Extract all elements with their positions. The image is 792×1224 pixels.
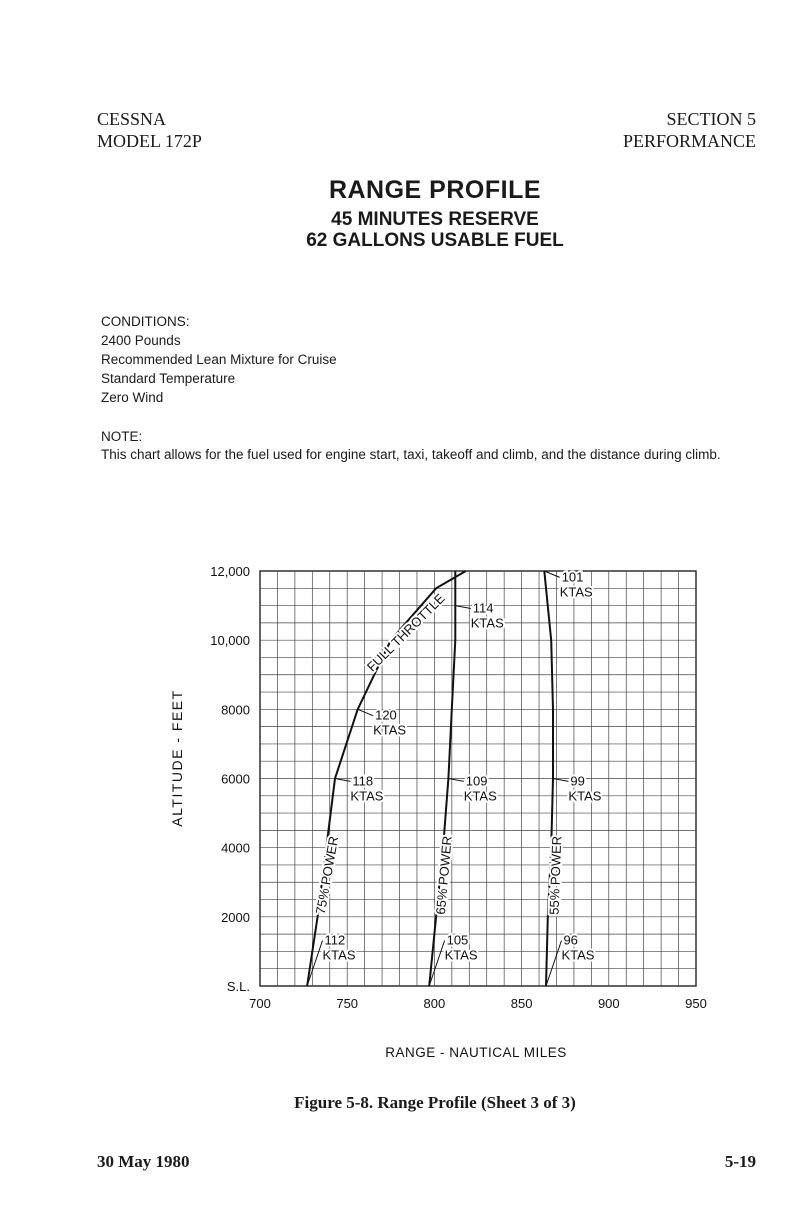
curve-label: 55% POWER bbox=[546, 835, 565, 915]
ktas-label: KTAS bbox=[350, 788, 384, 804]
speed-label: 96 bbox=[563, 932, 578, 948]
annotation-leader bbox=[544, 571, 559, 577]
curve-label: 75% POWER bbox=[312, 835, 342, 916]
y-tick-label: 2000 bbox=[221, 909, 250, 925]
speed-label: 114 bbox=[472, 600, 494, 616]
manufacturer-label: CESSNA bbox=[97, 109, 167, 129]
y-tick-label: 6000 bbox=[221, 771, 250, 787]
ktas-label: KTAS bbox=[470, 615, 504, 631]
annotation-leader bbox=[335, 779, 350, 782]
note-heading: NOTE: bbox=[101, 429, 143, 444]
x-tick-label: 700 bbox=[249, 996, 271, 1011]
speed-label: 99 bbox=[570, 773, 585, 789]
y-tick-label: 12,000 bbox=[210, 564, 250, 579]
x-axis-title: RANGE - NAUTICAL MILES bbox=[385, 1045, 567, 1060]
y-tick-label: 4000 bbox=[221, 840, 250, 856]
page-header-left bbox=[97, 108, 202, 152]
annotation-leader bbox=[307, 941, 322, 987]
speed-label: 109 bbox=[465, 773, 488, 789]
speed-label: 120 bbox=[375, 707, 397, 723]
y-tick-label: S.L. bbox=[226, 979, 250, 994]
ktas-label: KTAS bbox=[322, 947, 356, 963]
condition-line: Zero Wind bbox=[101, 390, 164, 405]
footer-date: 30 May 1980 bbox=[97, 1152, 190, 1171]
model-label: MODEL 172P bbox=[97, 131, 202, 151]
subtitle-reserve: 45 MINUTES RESERVE bbox=[331, 209, 539, 230]
speed-label: 118 bbox=[352, 773, 374, 789]
x-tick-label: 750 bbox=[336, 996, 359, 1011]
ktas-label: KTAS bbox=[373, 722, 407, 738]
annotation-leader bbox=[546, 941, 561, 987]
section-name-label: PERFORMANCE bbox=[622, 131, 756, 151]
y-tick-label: 10,000 bbox=[210, 633, 250, 649]
speed-label: 112 bbox=[324, 932, 346, 948]
ktas-label: KTAS bbox=[444, 947, 478, 963]
x-tick-label: 950 bbox=[685, 996, 707, 1011]
note-block bbox=[101, 428, 721, 464]
ktas-label: KTAS bbox=[559, 584, 593, 600]
curve-label: FULL THROTTLE bbox=[363, 590, 448, 675]
conditions-heading: CONDITIONS: bbox=[101, 314, 190, 329]
condition-line: 2400 Pounds bbox=[101, 333, 181, 348]
annotation-leader bbox=[358, 709, 373, 715]
condition-line: Recommended Lean Mixture for Cruise bbox=[101, 352, 337, 367]
y-tick-label: 8000 bbox=[221, 702, 250, 718]
annotation-leader bbox=[553, 779, 568, 782]
footer-page-number: 5-19 bbox=[724, 1152, 756, 1171]
note-text: This chart allows for the fuel used for engine start, taxi, takeoff and climb, and the distance during climb. bbox=[101, 447, 721, 462]
page-header-right bbox=[623, 108, 756, 152]
ktas-label: KTAS bbox=[561, 947, 595, 963]
curve-label: 65% POWER bbox=[432, 835, 455, 916]
annotation-leader bbox=[455, 606, 470, 609]
ktas-label: KTAS bbox=[463, 788, 497, 804]
y-axis-title: ALTITUDE - FEET bbox=[169, 689, 185, 827]
range-profile-chart bbox=[0, 540, 792, 1070]
x-tick-label: 800 bbox=[423, 996, 446, 1011]
x-tick-label: 850 bbox=[510, 996, 533, 1011]
page-title: RANGE PROFILE bbox=[328, 176, 542, 204]
figure-caption: Figure 5-8. Range Profile (Sheet 3 of 3) bbox=[294, 1093, 576, 1112]
conditions-block bbox=[101, 312, 337, 407]
speed-label: 101 bbox=[561, 569, 584, 585]
condition-line: Standard Temperature bbox=[101, 371, 236, 386]
speed-label: 105 bbox=[446, 932, 469, 948]
subtitle-fuel: 62 GALLONS USABLE FUEL bbox=[306, 230, 564, 251]
annotation-leader bbox=[448, 779, 463, 782]
ktas-label: KTAS bbox=[568, 788, 602, 804]
x-tick-label: 900 bbox=[597, 996, 620, 1011]
section-label: SECTION 5 bbox=[666, 109, 756, 129]
